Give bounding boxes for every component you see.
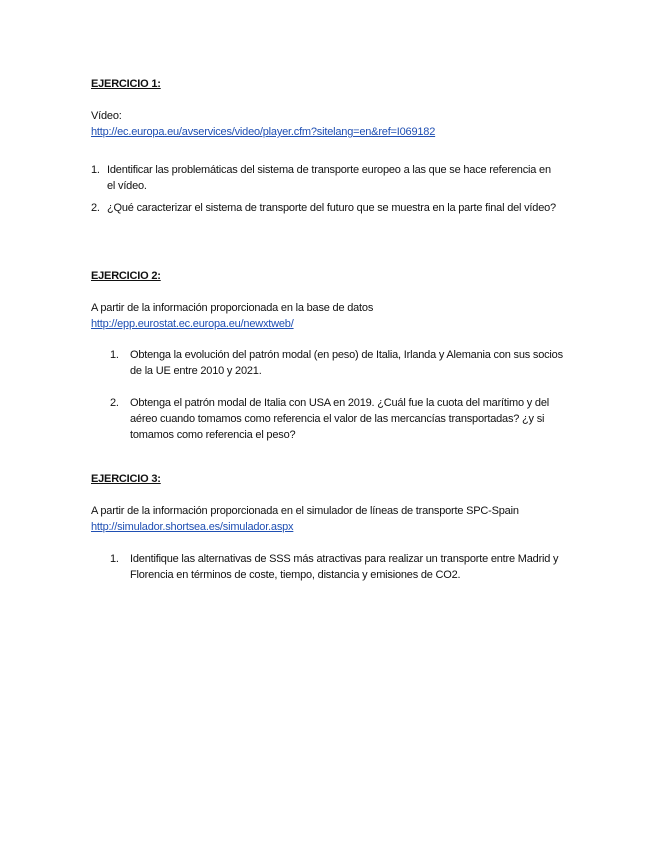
exercise-1-heading: EJERCICIO 1: [91,78,161,90]
list-item-text: Obtenga la evolución del patrón modal (en peso) de Italia, Irlanda y Alemania con sus socios de la UE entre 2010 y 2021. [130,349,563,377]
list-number: 2. [91,202,100,214]
simulator-link[interactable]: http://simulador.shortsea.es/simulador.aspx [91,521,294,533]
exercise-2-item-2 [110,395,565,443]
exercise-3-heading: EJERCICIO 3: [91,473,161,485]
exercise-1-item-1 [91,162,561,194]
eurostat-link[interactable]: http://epp.eurostat.ec.europa.eu/newxtweb/ [91,318,294,330]
list-item-text: Obtenga el patrón modal de Italia con USA en 2019. ¿Cuál fue la cuota del marítimo y del aéreo cuando tomamos como referencia el valor de las mercancías transportadas? ¿y si tomamos como referencia el peso? [130,397,549,441]
list-item-text: ¿Qué caracterizar el sistema de transporte del futuro que se muestra en la parte final del vídeo? [107,202,556,214]
list-number: 2. [110,397,119,409]
list-number: 1. [110,553,119,565]
list-number: 1. [110,349,119,361]
exercise-3-intro: A partir de la información proporcionada en el simulador de líneas de transporte SPC-Spain [91,505,519,517]
exercise-2-intro-block [91,300,571,332]
exercise-2-heading: EJERCICIO 2: [91,270,161,282]
list-number: 1. [91,164,100,176]
exercise-3-intro-block [91,503,546,535]
exercise-3-item-1 [110,551,565,583]
list-item-text: Identifique las alternativas de SSS más atractivas para realizar un transporte entre Madrid y Florencia en términos de coste, tiempo, distancia y emisiones de CO2. [130,553,559,581]
video-label: Vídeo: [91,110,122,122]
exercise-2-item-1 [110,347,565,379]
list-item-text: Identificar las problemáticas del sistema de transporte europeo a las que se hace referencia en el vídeo. [107,164,551,192]
exercise-1-video-block [91,108,571,140]
video-link[interactable]: http://ec.europa.eu/avservices/video/player.cfm?sitelang=en&ref=I069182 [91,126,436,138]
exercise-2-intro: A partir de la información proporcionada en la base de datos [91,302,374,314]
exercise-1-item-2 [91,200,561,216]
